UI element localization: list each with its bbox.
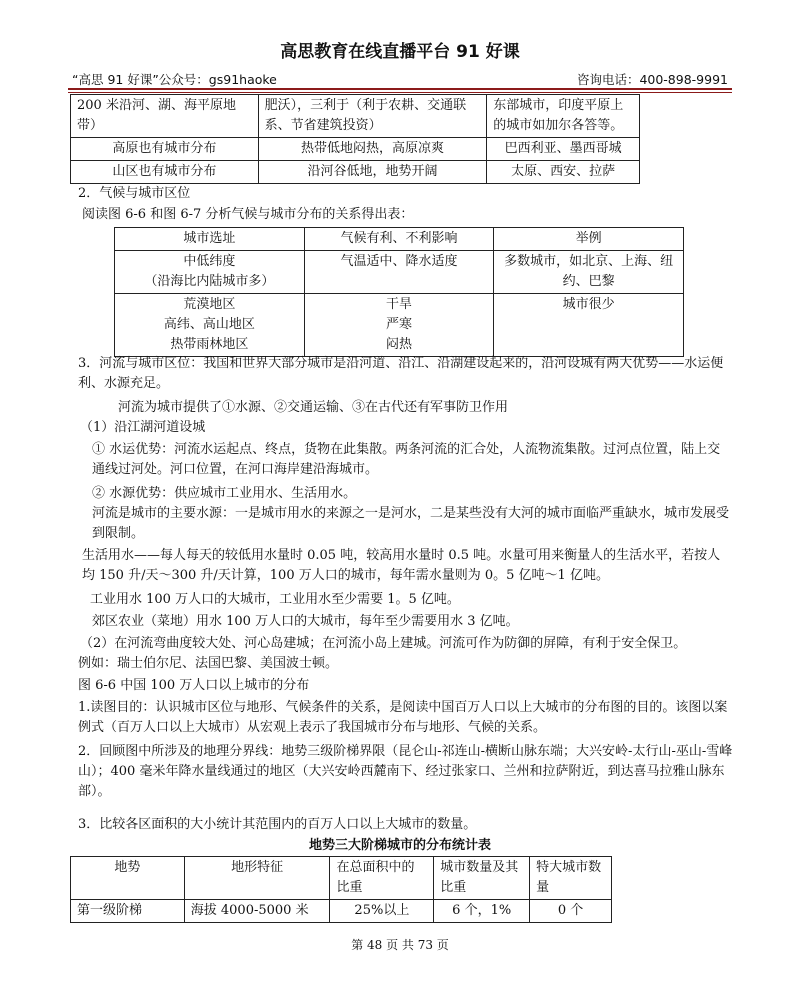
cell-line: 中低纬度 [183, 254, 236, 269]
column-header: 地形特征 [184, 857, 330, 900]
table-cell: 巴西利亚、墨西哥城 [487, 138, 640, 161]
river-defense-examples: 例如：瑞士伯尔尼、法国巴黎、美国波士顿。 [78, 656, 339, 671]
cell-line: （沿海比内陆城市多） [144, 274, 275, 289]
subsection-heading: （1）沿江湖河道设城 [80, 420, 206, 435]
header-divider [68, 88, 732, 90]
table-cell [115, 251, 305, 294]
climate-intro: 阅读图 6-6 和图 6-7 分析气候与城市分布的关系得出表： [82, 207, 414, 222]
page-header-title: 高思教育在线直播平台 91 好课 [280, 42, 520, 62]
terrain-ladder-table [70, 856, 612, 923]
geographic-boundaries: 2．回顾图中所涉及的地理分界线：地势三级阶梯界限（昆仑山-祁连山-横断山脉东端；大兴安岭-太行山-巫山-雪峰山）；400 毫米年降水量线通过的地区（大兴安岭西麓南下、经过张家口、兰州和拉萨附近，到达喜马拉雅山脉东部）。 [78, 744, 733, 799]
cell-line: 严寒 [385, 317, 412, 332]
table-cell: 太原、西安、拉萨 [487, 161, 640, 184]
column-header: 城市选址 [115, 228, 305, 251]
table-cell: 热带低地闷热，高原凉爽 [258, 138, 487, 161]
table-cell: 0 个 [530, 900, 612, 923]
figure-title: 图 6-6 中国 100 万人口以上城市的分布 [78, 678, 310, 693]
column-header: 特大城市数量 [530, 857, 612, 900]
header-divider-thin [68, 92, 732, 93]
table-row [115, 294, 684, 357]
cell-line: 干旱 [385, 297, 412, 312]
main-water-source: 河流是城市的主要水源：一是城市用水的来源之一是河水，二是某些没有大河的城市面临严重缺水，城市发展受到限制。 [92, 506, 730, 541]
water-source-advantage: ② 水源优势：供应城市工业用水、生活用水。 [92, 486, 357, 501]
agricultural-water-usage: 郊区农业（菜地）用水 100 万人口的大城市，每年至少需要用水 3 亿吨。 [92, 614, 519, 629]
table-row [115, 251, 684, 294]
table-cell: 山区也有城市分布 [71, 161, 259, 184]
table-cell: 沿河谷低地，地势开阔 [258, 161, 487, 184]
page-number: 第 48 页 共 73 页 [351, 938, 449, 952]
reading-purpose: 1.读图目的：认识城市区位与地形、气候条件的关系，是阅读中国百万人口以上大城市的分布图的目的。该图以案例式（百万人口以上大城市）从宏观上表示了我国城市分布与地形、气候的关系。 [78, 700, 728, 735]
comparison-instruction: 3．比较各区面积的大小统计其范围内的百万人口以上大城市的数量。 [78, 817, 477, 832]
header-phone: 咨询电话：400-898-9991 [576, 72, 728, 87]
table-cell: 多数城市，如北京、上海、纽约、巴黎 [494, 251, 684, 294]
table-cell: 气温适中、降水适度 [304, 251, 494, 294]
table-cell: 东部城市，印度平原上的城市如加尔各答等。 [487, 95, 640, 138]
table-cell: 肥沃），三利于（利于农耕、交通联系、节省建筑投资） [258, 95, 487, 138]
column-header: 地势 [71, 857, 185, 900]
river-city-paragraph: 3．河流与城市区位：我国和世界大部分城市是沿河道、沿江、沿湖建设起来的，沿河设城有两大优势——水运便利、水源充足。 [78, 356, 724, 391]
terrain-city-table [70, 94, 640, 184]
climate-city-table [114, 227, 684, 357]
table-cell: 高原也有城市分布 [71, 138, 259, 161]
table-cell: 6 个，1% [434, 900, 530, 923]
table-cell: 第一级阶梯 [71, 900, 185, 923]
table-cell: 200 米沿河、湖、海平原地带） [71, 95, 259, 138]
river-functions: 河流为城市提供了①水源、②交通运输、③在古代还有军事防卫作用 [118, 400, 509, 415]
table-title: 地势三大阶梯城市的分布统计表 [308, 838, 491, 853]
table-cell [115, 294, 305, 357]
cell-line: 热带雨林地区 [170, 337, 249, 352]
column-header: 举例 [494, 228, 684, 251]
river-defense-paragraph: （2）在河流弯曲度较大处、河心岛建城；在河流小岛上建城。河流可作为防御的屏障，有利于安全保卫。 [80, 636, 687, 651]
table-header-row [115, 228, 684, 251]
table-header-row [71, 857, 612, 900]
table-cell: 海拔 4000-5000 米 [184, 900, 330, 923]
domestic-water-usage: 生活用水——每人每天的较低用水量时 0.05 吨，较高用水量时 0.5 吨。水量可用来衡量人的生活水平，若按人均 150 升/天～300 升/天计算，100 万人口的城市，每年需水量则为 0。5 亿吨～1 亿吨。 [82, 548, 721, 583]
industrial-water-usage: 工业用水 100 万人口的大城市，工业用水至少需要 1。5 亿吨。 [90, 592, 460, 607]
cell-line: 荒漠地区 [183, 297, 236, 312]
cell-line: 闷热 [385, 337, 412, 352]
table-cell [304, 294, 494, 357]
table-cell: 25%以上 [330, 900, 434, 923]
column-header: 气候有利、不利影响 [304, 228, 494, 251]
table-cell: 城市很少 [494, 294, 684, 357]
column-header: 城市数量及其比重 [434, 857, 530, 900]
section-heading-climate: 2．气候与城市区位 [78, 186, 191, 201]
cell-line: 高纬、高山地区 [163, 317, 255, 332]
water-transport-advantage: ① 水运优势：河流水运起点、终点，货物在此集散。两条河流的汇合处，人流物流集散。过河点位置，陆上交通线过河处。河口位置，在河口海岸建沿海城市。 [92, 442, 721, 477]
header-wechat: “高思 91 好课”公众号：gs91haoke [72, 72, 277, 87]
column-header: 在总面积中的比重 [330, 857, 434, 900]
table-row [71, 900, 612, 923]
table-row [71, 138, 640, 161]
table-row [71, 95, 640, 138]
table-row [71, 161, 640, 184]
